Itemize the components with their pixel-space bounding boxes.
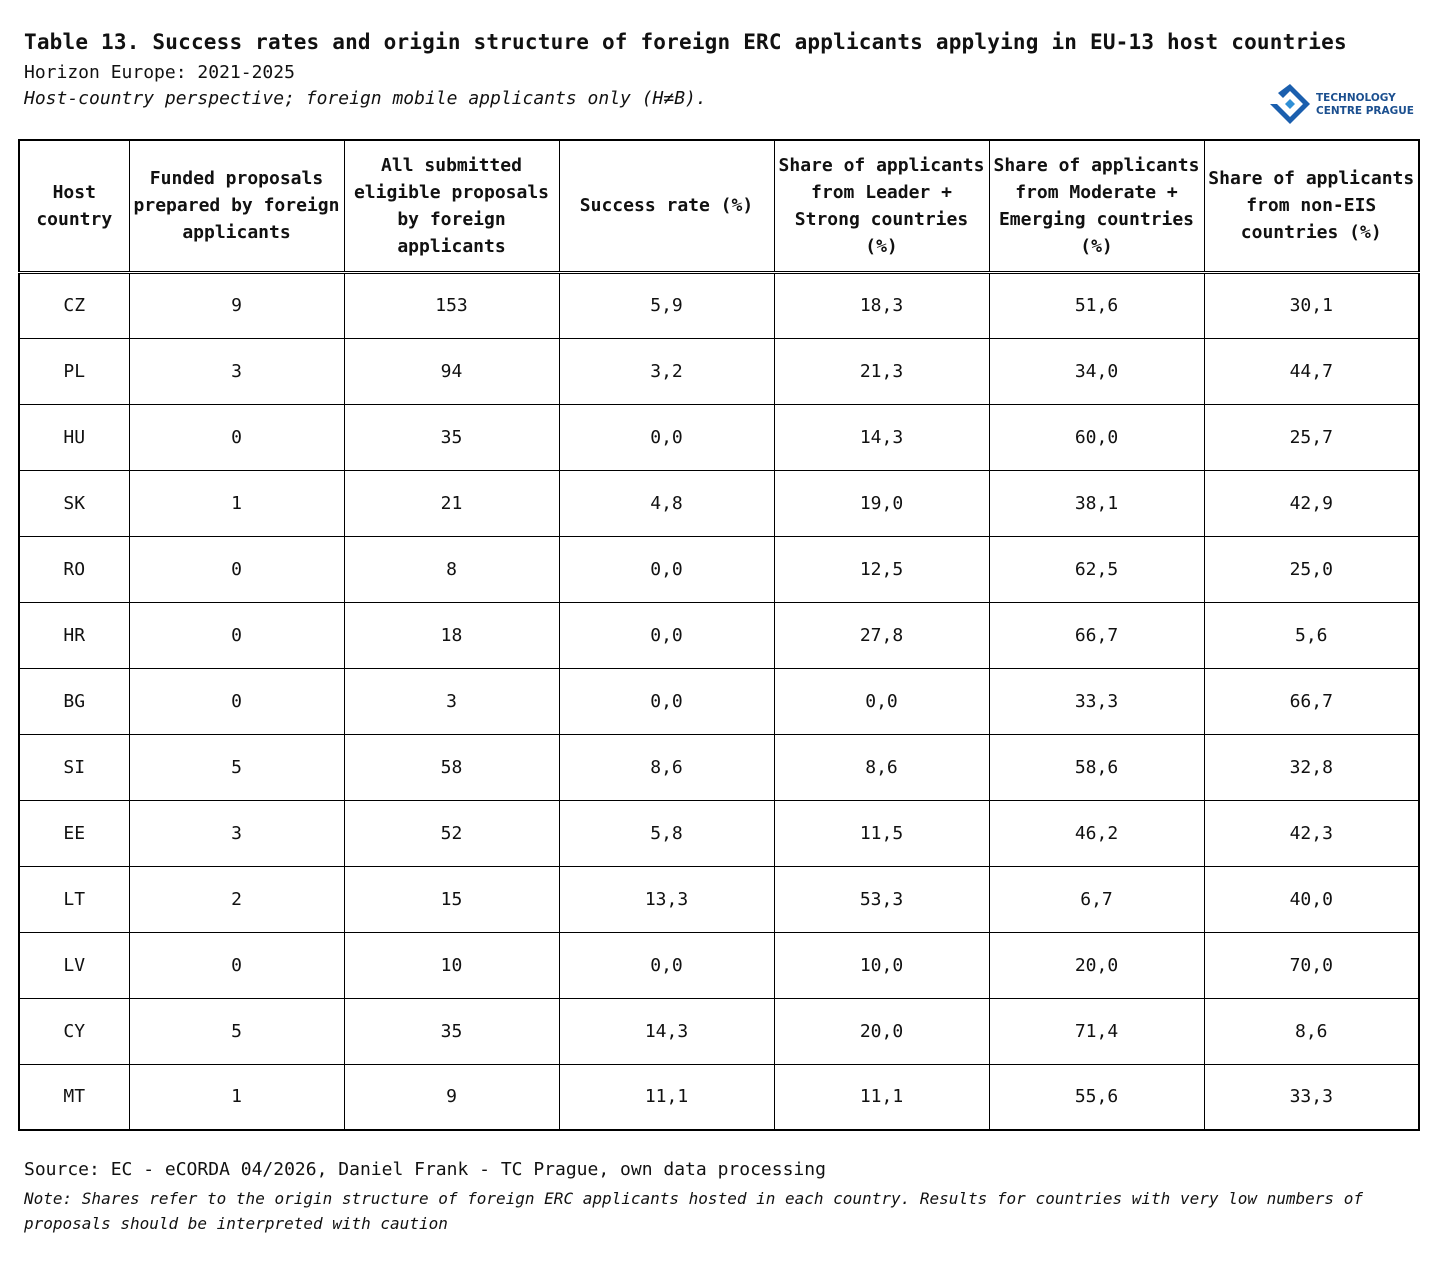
header-success-rate: Success rate (%) xyxy=(559,140,774,272)
cell-share-leader-strong: 8,6 xyxy=(774,734,989,800)
cell-funded: 5 xyxy=(129,998,344,1064)
cell-share-non-eis: 42,3 xyxy=(1204,800,1419,866)
cell-share-non-eis: 8,6 xyxy=(1204,998,1419,1064)
table-header-row xyxy=(19,140,1419,272)
logo-line-2: CENTRE PRAGUE xyxy=(1316,105,1414,117)
cell-share-leader-strong: 20,0 xyxy=(774,998,989,1064)
cell-share-moderate-emerging: 62,5 xyxy=(989,536,1204,602)
cell-host-country: PL xyxy=(19,338,129,404)
page-title: Table 13. Success rates and origin structure of foreign ERC applicants applying in EU-13 host countries xyxy=(24,30,1347,54)
cell-success-rate: 0,0 xyxy=(559,404,774,470)
cell-funded: 0 xyxy=(129,602,344,668)
cell-host-country: RO xyxy=(19,536,129,602)
table-row xyxy=(19,1064,1419,1130)
cell-success-rate: 0,0 xyxy=(559,536,774,602)
cell-submitted: 9 xyxy=(344,1064,559,1130)
cell-share-moderate-emerging: 46,2 xyxy=(989,800,1204,866)
cell-success-rate: 5,9 xyxy=(559,272,774,338)
cell-share-non-eis: 33,3 xyxy=(1204,1064,1419,1130)
cell-host-country: MT xyxy=(19,1064,129,1130)
cell-share-leader-strong: 53,3 xyxy=(774,866,989,932)
cell-submitted: 153 xyxy=(344,272,559,338)
cell-share-leader-strong: 27,8 xyxy=(774,602,989,668)
table-row xyxy=(19,866,1419,932)
table-row xyxy=(19,404,1419,470)
cell-share-leader-strong: 21,3 xyxy=(774,338,989,404)
table-row xyxy=(19,998,1419,1064)
cell-share-moderate-emerging: 38,1 xyxy=(989,470,1204,536)
cell-funded: 0 xyxy=(129,932,344,998)
cell-submitted: 8 xyxy=(344,536,559,602)
cell-funded: 1 xyxy=(129,1064,344,1130)
cell-share-non-eis: 5,6 xyxy=(1204,602,1419,668)
cell-submitted: 94 xyxy=(344,338,559,404)
cell-host-country: LT xyxy=(19,866,129,932)
page-subtitle: Horizon Europe: 2021-2025 xyxy=(24,62,295,83)
cell-submitted: 18 xyxy=(344,602,559,668)
table-row xyxy=(19,536,1419,602)
cell-share-non-eis: 25,0 xyxy=(1204,536,1419,602)
cell-share-moderate-emerging: 20,0 xyxy=(989,932,1204,998)
table-row xyxy=(19,470,1419,536)
header-share-non-eis: Share of applicants from non-EIS countries (%) xyxy=(1204,140,1419,272)
cell-share-non-eis: 70,0 xyxy=(1204,932,1419,998)
cell-share-moderate-emerging: 51,6 xyxy=(989,272,1204,338)
table-row xyxy=(19,272,1419,338)
cell-host-country: LV xyxy=(19,932,129,998)
cell-host-country: SK xyxy=(19,470,129,536)
data-table xyxy=(18,139,1420,1131)
cell-funded: 2 xyxy=(129,866,344,932)
cell-share-moderate-emerging: 66,7 xyxy=(989,602,1204,668)
header-submitted-proposals: All submitted eligible proposals by foreign applicants xyxy=(344,140,559,272)
cell-success-rate: 0,0 xyxy=(559,668,774,734)
cell-share-leader-strong: 19,0 xyxy=(774,470,989,536)
cell-share-non-eis: 32,8 xyxy=(1204,734,1419,800)
cell-share-moderate-emerging: 34,0 xyxy=(989,338,1204,404)
table-row xyxy=(19,602,1419,668)
header-funded-proposals: Funded proposals prepared by foreign applicants xyxy=(129,140,344,272)
cell-submitted: 15 xyxy=(344,866,559,932)
cell-share-non-eis: 66,7 xyxy=(1204,668,1419,734)
cell-success-rate: 5,8 xyxy=(559,800,774,866)
logo-line-1: TECHNOLOGY xyxy=(1316,92,1396,104)
cell-funded: 3 xyxy=(129,800,344,866)
cell-share-moderate-emerging: 71,4 xyxy=(989,998,1204,1064)
cell-success-rate: 4,8 xyxy=(559,470,774,536)
cell-success-rate: 3,2 xyxy=(559,338,774,404)
cell-share-leader-strong: 0,0 xyxy=(774,668,989,734)
cell-share-leader-strong: 11,5 xyxy=(774,800,989,866)
table-row xyxy=(19,734,1419,800)
cell-funded: 1 xyxy=(129,470,344,536)
cell-host-country: CY xyxy=(19,998,129,1064)
cell-funded: 0 xyxy=(129,404,344,470)
cell-success-rate: 8,6 xyxy=(559,734,774,800)
tc-prague-logo-icon xyxy=(1268,82,1314,128)
cell-submitted: 52 xyxy=(344,800,559,866)
cell-share-moderate-emerging: 6,7 xyxy=(989,866,1204,932)
cell-submitted: 10 xyxy=(344,932,559,998)
table-row xyxy=(19,932,1419,998)
cell-funded: 3 xyxy=(129,338,344,404)
cell-host-country: HU xyxy=(19,404,129,470)
cell-share-non-eis: 30,1 xyxy=(1204,272,1419,338)
cell-success-rate: 0,0 xyxy=(559,932,774,998)
cell-success-rate: 14,3 xyxy=(559,998,774,1064)
cell-host-country: SI xyxy=(19,734,129,800)
cell-share-moderate-emerging: 55,6 xyxy=(989,1064,1204,1130)
header-share-moderate-emerging: Share of applicants from Moderate + Emerging countries (%) xyxy=(989,140,1204,272)
logo-text xyxy=(1316,92,1414,118)
cell-share-moderate-emerging: 60,0 xyxy=(989,404,1204,470)
header-share-leader-strong: Share of applicants from Leader + Strong countries (%) xyxy=(774,140,989,272)
source-line: Source: EC - eCORDA 04/2026, Daniel Frank - TC Prague, own data processing xyxy=(24,1159,826,1180)
cell-funded: 9 xyxy=(129,272,344,338)
cell-share-non-eis: 25,7 xyxy=(1204,404,1419,470)
cell-host-country: EE xyxy=(19,800,129,866)
cell-submitted: 35 xyxy=(344,404,559,470)
perspective-note: Host-country perspective; foreign mobile applicants only (H≠B). xyxy=(24,88,707,109)
cell-submitted: 3 xyxy=(344,668,559,734)
cell-submitted: 58 xyxy=(344,734,559,800)
cell-share-moderate-emerging: 33,3 xyxy=(989,668,1204,734)
cell-host-country: BG xyxy=(19,668,129,734)
table-row xyxy=(19,338,1419,404)
cell-host-country: HR xyxy=(19,602,129,668)
cell-submitted: 35 xyxy=(344,998,559,1064)
cell-funded: 0 xyxy=(129,668,344,734)
header-host-country: Host country xyxy=(19,140,129,272)
cell-funded: 0 xyxy=(129,536,344,602)
cell-share-non-eis: 44,7 xyxy=(1204,338,1419,404)
table-row xyxy=(19,668,1419,734)
cell-share-leader-strong: 18,3 xyxy=(774,272,989,338)
cell-success-rate: 13,3 xyxy=(559,866,774,932)
tc-prague-logo xyxy=(1268,82,1418,128)
cell-share-leader-strong: 10,0 xyxy=(774,932,989,998)
table-row xyxy=(19,800,1419,866)
cell-host-country: CZ xyxy=(19,272,129,338)
footnote: Note: Shares refer to the origin structure of foreign ERC applicants hosted in each country. Results for countries with very low numbers of proposals should be interpreted with caution xyxy=(24,1189,1363,1233)
cell-success-rate: 0,0 xyxy=(559,602,774,668)
cell-share-non-eis: 42,9 xyxy=(1204,470,1419,536)
cell-share-leader-strong: 12,5 xyxy=(774,536,989,602)
cell-funded: 5 xyxy=(129,734,344,800)
cell-share-moderate-emerging: 58,6 xyxy=(989,734,1204,800)
cell-share-leader-strong: 14,3 xyxy=(774,404,989,470)
cell-share-non-eis: 40,0 xyxy=(1204,866,1419,932)
cell-submitted: 21 xyxy=(344,470,559,536)
cell-success-rate: 11,1 xyxy=(559,1064,774,1130)
cell-share-leader-strong: 11,1 xyxy=(774,1064,989,1130)
